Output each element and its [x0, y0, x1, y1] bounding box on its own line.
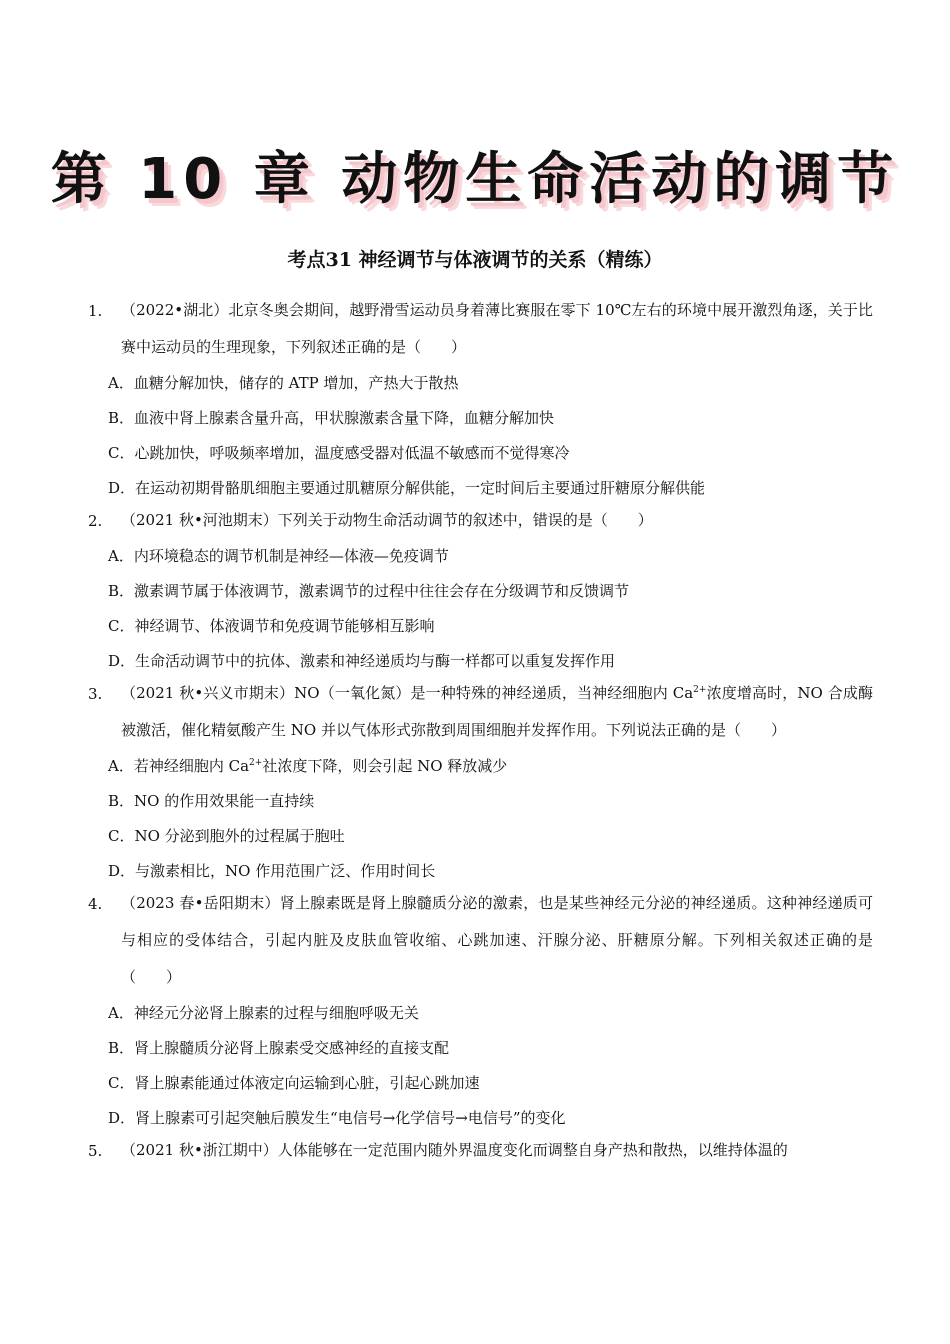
question-stem: （2023 春•岳阳期末）肾上腺素既是肾上腺髓质分泌的激素，也是某些神经元分泌的神经递质。这种神经递质可与相应的受体结合，引起内脏及皮肤血管收缩、心跳加速、汗腺分泌、肝糖原分解。下列相关叙述正确的是（ ） — [121, 894, 873, 986]
option-a-part-2: 社浓度下降，则会引起 NO 释放减少 — [262, 757, 508, 775]
option-b: B．激素调节属于体液调节，激素调节的过程中往往会存在分级调节和反馈调节 — [108, 582, 630, 600]
option-a — [108, 749, 950, 784]
question-number: 2. — [88, 512, 103, 530]
stem-part-2: 浓度增高时，NO 合成酶被激活，催化精氨酸产生 NO 并以气体形式弥散到周围细胞并发挥作用。下列说法正确的是（ ） — [121, 684, 873, 739]
question-3 — [0, 679, 950, 889]
option-a: A．血糖分解加快，储存的 ATP 增加，产热大于散热 — [108, 374, 459, 392]
question-stem: （2021 秋•浙江期中）人体能够在一定范围内随外界温度变化而调整自身产热和散热，以维持体温的 — [121, 1141, 788, 1159]
question-stem — [121, 675, 873, 749]
option-d: D．肾上腺素可引起突触后膜发生“电信号→化学信号→电信号”的变化 — [108, 1109, 566, 1127]
question-number: 1. — [88, 302, 103, 320]
option-a: A．神经元分泌肾上腺素的过程与细胞呼吸无关 — [108, 1004, 419, 1022]
question-number: 3. — [88, 685, 103, 703]
chapter-title-banner: 第 10 章 动物生命活动的调节 — [50, 147, 900, 212]
question-number: 4. — [88, 895, 103, 913]
option-c: C．肾上腺素能通过体液定向运输到心脏，引起心跳加速 — [108, 1074, 480, 1092]
option-d: D．生命活动调节中的抗体、激素和神经递质均与酶一样都可以重复发挥作用 — [108, 652, 616, 670]
section-title: 考点31 神经调节与体液调节的关系（精练） — [287, 249, 663, 271]
question-stem: （2021 秋•河池期末）下列关于动物生命活动调节的叙述中，错误的是（ ） — [121, 511, 653, 529]
option-b: B．肾上腺髓质分泌肾上腺素受交感神经的直接支配 — [108, 1039, 450, 1057]
question-number: 5. — [88, 1142, 103, 1160]
option-d: D．在运动初期骨骼肌细胞主要通过肌糖原分解供能，一定时间后主要通过肝糖原分解供能 — [108, 479, 706, 497]
question-2 — [0, 506, 950, 679]
stem-part-1: （2021 秋•兴义市期末）NO（一氧化氮）是一种特殊的神经递质，当神经细胞内 Ca — [121, 684, 694, 702]
option-a-part-1: A．若神经细胞内 Ca — [108, 757, 250, 775]
option-c: C．NO 分泌到胞外的过程属于胞吐 — [108, 827, 345, 845]
superscript: 2+ — [693, 685, 707, 695]
option-d: D．与激素相比，NO 作用范围广泛、作用时间长 — [108, 862, 436, 880]
option-b: B．血液中肾上腺素含量升高，甲状腺激素含量下降，血糖分解加快 — [108, 409, 555, 427]
question-5 — [0, 1136, 950, 1173]
option-b: B．NO 的作用效果能一直持续 — [108, 792, 315, 810]
option-c: C．心跳加快，呼吸频率增加，温度感受器对低温不敏感而不觉得寒冷 — [108, 444, 570, 462]
question-stem: （2022•湖北）北京冬奥会期间，越野滑雪运动员身着薄比赛服在零下 10℃左右的环境中展开激烈角逐，关于比赛中运动员的生理现象，下列叙述正确的是（ ） — [121, 301, 873, 356]
question-1 — [0, 296, 950, 506]
question-4 — [0, 889, 950, 1136]
question-list — [0, 296, 950, 1173]
option-c: C．神经调节、体液调节和免疫调节能够相互影响 — [108, 617, 435, 635]
superscript: 2+ — [249, 758, 263, 768]
option-a: A．内环境稳态的调节机制是神经—体液—免疫调节 — [108, 547, 449, 565]
